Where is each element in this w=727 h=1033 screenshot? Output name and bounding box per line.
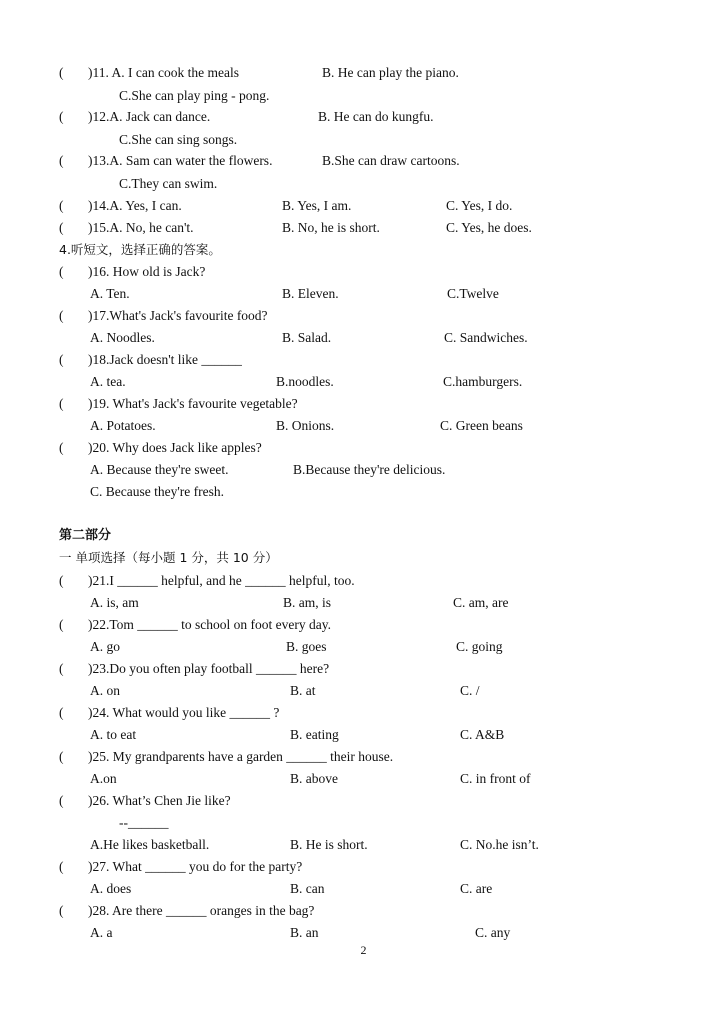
answer-paren[interactable]: (: [59, 65, 64, 80]
option-b: B. He can do kungfu.: [318, 109, 434, 124]
answer-paren[interactable]: (: [59, 661, 64, 676]
option-b: B. above: [290, 771, 338, 786]
part-2-subheading: [0, 548, 727, 568]
option-b: B. can: [290, 881, 325, 896]
option-a: A. Potatoes.: [90, 418, 156, 433]
option-c: C. are: [460, 881, 493, 896]
question-27-options: [0, 879, 727, 899]
question-22: [0, 615, 727, 635]
question-text: )11. A. I can cook the meals: [88, 65, 239, 80]
option-b: B. Salad.: [282, 330, 332, 345]
part-title: 第二部分: [59, 528, 112, 543]
question-18: [0, 350, 727, 370]
answer-paren[interactable]: (: [59, 198, 64, 213]
option-b: B. Eleven.: [282, 286, 339, 301]
question-11: [0, 63, 727, 83]
question-text: )23.Do you often play football ______ here?: [88, 661, 330, 676]
option-b: B. Onions.: [276, 418, 335, 433]
option-c: C. Green beans: [440, 418, 523, 433]
option-c: C. any: [475, 925, 511, 940]
answer-paren[interactable]: (: [59, 705, 64, 720]
question-18-options: [0, 372, 727, 392]
question-text: )17.What's Jack's favourite food?: [88, 308, 268, 323]
option-a: A. does: [90, 881, 132, 896]
answer-paren[interactable]: (: [59, 308, 64, 323]
question-text: )12.A. Jack can dance.: [88, 109, 211, 124]
question-text: )20. Why does Jack like apples?: [88, 440, 262, 455]
option-b: B. goes: [286, 639, 327, 654]
option-a: A. a: [90, 925, 113, 940]
question-19: [0, 394, 727, 414]
question-27: [0, 857, 727, 877]
question-13-c: [0, 174, 727, 194]
question-25: [0, 747, 727, 767]
question-text: )28. Are there ______ oranges in the bag?: [88, 903, 315, 918]
answer-paren[interactable]: (: [59, 903, 64, 918]
question-26: [0, 791, 727, 811]
question-12: [0, 107, 727, 127]
question-text: )22.Tom ______ to school on foot every day.: [88, 617, 332, 632]
option-a: A. Ten.: [90, 286, 130, 301]
question-23: [0, 659, 727, 679]
section-4-heading: [0, 240, 727, 260]
question-20: [0, 438, 727, 458]
question-24: [0, 703, 727, 723]
option-c: C. Yes, I do.: [446, 198, 513, 213]
question-28: [0, 901, 727, 921]
answer-paren[interactable]: (: [59, 396, 64, 411]
option-b: B. Yes, I am.: [282, 198, 352, 213]
option-a: A. is, am: [90, 595, 139, 610]
question-20-option-c: [0, 482, 727, 502]
question-21-options: [0, 593, 727, 613]
option-c: C.They can swim.: [119, 176, 218, 191]
question-15: [0, 218, 727, 238]
question-17: [0, 306, 727, 326]
option-b: B.noodles.: [276, 374, 334, 389]
page-number: 2: [360, 943, 367, 957]
option-c: C.She can sing songs.: [119, 132, 238, 147]
option-c: C. am, are: [453, 595, 509, 610]
question-19-options: [0, 416, 727, 436]
option-b: B. He is short.: [290, 837, 368, 852]
question-text: )26. What’s Chen Jie like?: [88, 793, 231, 808]
question-text: )21.I ______ helpful, and he ______ helpful, too.: [88, 573, 355, 588]
answer-paren[interactable]: (: [59, 220, 64, 235]
answer-paren[interactable]: (: [59, 352, 64, 367]
option-c: C. Yes, he does.: [446, 220, 532, 235]
option-b: B. am, is: [283, 595, 332, 610]
question-text: )16. How old is Jack?: [88, 264, 206, 279]
question-23-options: [0, 681, 727, 701]
option-a: A.He likes basketball.: [90, 837, 210, 852]
option-c: C. going: [456, 639, 503, 654]
answer-paren[interactable]: (: [59, 109, 64, 124]
question-16-options: [0, 284, 727, 304]
option-a: A. Because they're sweet.: [90, 462, 229, 477]
option-b: B. an: [290, 925, 319, 940]
question-text: )13.A. Sam can water the flowers.: [88, 153, 273, 168]
question-12-c: [0, 130, 727, 150]
part-subtitle: 一 单项选择（每小题 1 分，共 10 分）: [59, 550, 278, 565]
question-24-options: [0, 725, 727, 745]
answer-paren[interactable]: (: [59, 573, 64, 588]
question-14: [0, 196, 727, 216]
question-26-options: [0, 835, 727, 855]
question-text: )27. What ______ you do for the party?: [88, 859, 303, 874]
section-title: 4.听短文，选择正确的答案。: [59, 242, 221, 257]
option-c: C.hamburgers.: [443, 374, 523, 389]
option-b: B.She can draw cartoons.: [322, 153, 460, 168]
question-16: [0, 262, 727, 282]
question-20-options: [0, 460, 727, 480]
question-17-options: [0, 328, 727, 348]
question-text: )25. My grandparents have a garden ______ their house.: [88, 749, 394, 764]
question-text: )19. What's Jack's favourite vegetable?: [88, 396, 298, 411]
question-text: )18.Jack doesn't like ______: [88, 352, 242, 367]
question-26-blank: [0, 813, 727, 833]
answer-blank: --______: [119, 815, 169, 830]
answer-paren[interactable]: (: [59, 859, 64, 874]
answer-paren[interactable]: (: [59, 793, 64, 808]
option-a: A. tea.: [90, 374, 126, 389]
option-b: B. He can play the piano.: [322, 65, 459, 80]
option-a: A. to eat: [90, 727, 137, 742]
question-22-options: [0, 637, 727, 657]
answer-paren[interactable]: (: [59, 440, 64, 455]
option-b: B. No, he is short.: [282, 220, 380, 235]
option-b: B. at: [290, 683, 316, 698]
option-b: B. eating: [290, 727, 339, 742]
question-25-options: [0, 769, 727, 789]
option-a: A. on: [90, 683, 120, 698]
question-28-options: [0, 923, 727, 943]
option-a: A. go: [90, 639, 120, 654]
answer-paren[interactable]: (: [59, 264, 64, 279]
option-c: C. A&B: [460, 727, 505, 742]
option-c: C. Sandwiches.: [444, 330, 528, 345]
option-c: C. Because they're fresh.: [90, 484, 225, 499]
option-c: C. No.he isn’t.: [460, 837, 539, 852]
question-text: )15.A. No, he can't.: [88, 220, 194, 235]
option-c: C.She can play ping - pong.: [119, 88, 270, 103]
question-text: )24. What would you like ______ ?: [88, 705, 280, 720]
option-c: C. in front of: [460, 771, 531, 786]
question-text: )14.A. Yes, I can.: [88, 198, 182, 213]
part-2-heading: [0, 526, 727, 546]
question-13: [0, 151, 727, 171]
answer-paren[interactable]: (: [59, 749, 64, 764]
question-11-c: [0, 86, 727, 106]
option-c: C.Twelve: [447, 286, 499, 301]
answer-paren[interactable]: (: [59, 617, 64, 632]
option-b: B.Because they're delicious.: [293, 462, 446, 477]
option-a: A.on: [90, 771, 117, 786]
option-c: C. /: [460, 683, 480, 698]
option-a: A. Noodles.: [90, 330, 155, 345]
question-21: [0, 571, 727, 591]
answer-paren[interactable]: (: [59, 153, 64, 168]
